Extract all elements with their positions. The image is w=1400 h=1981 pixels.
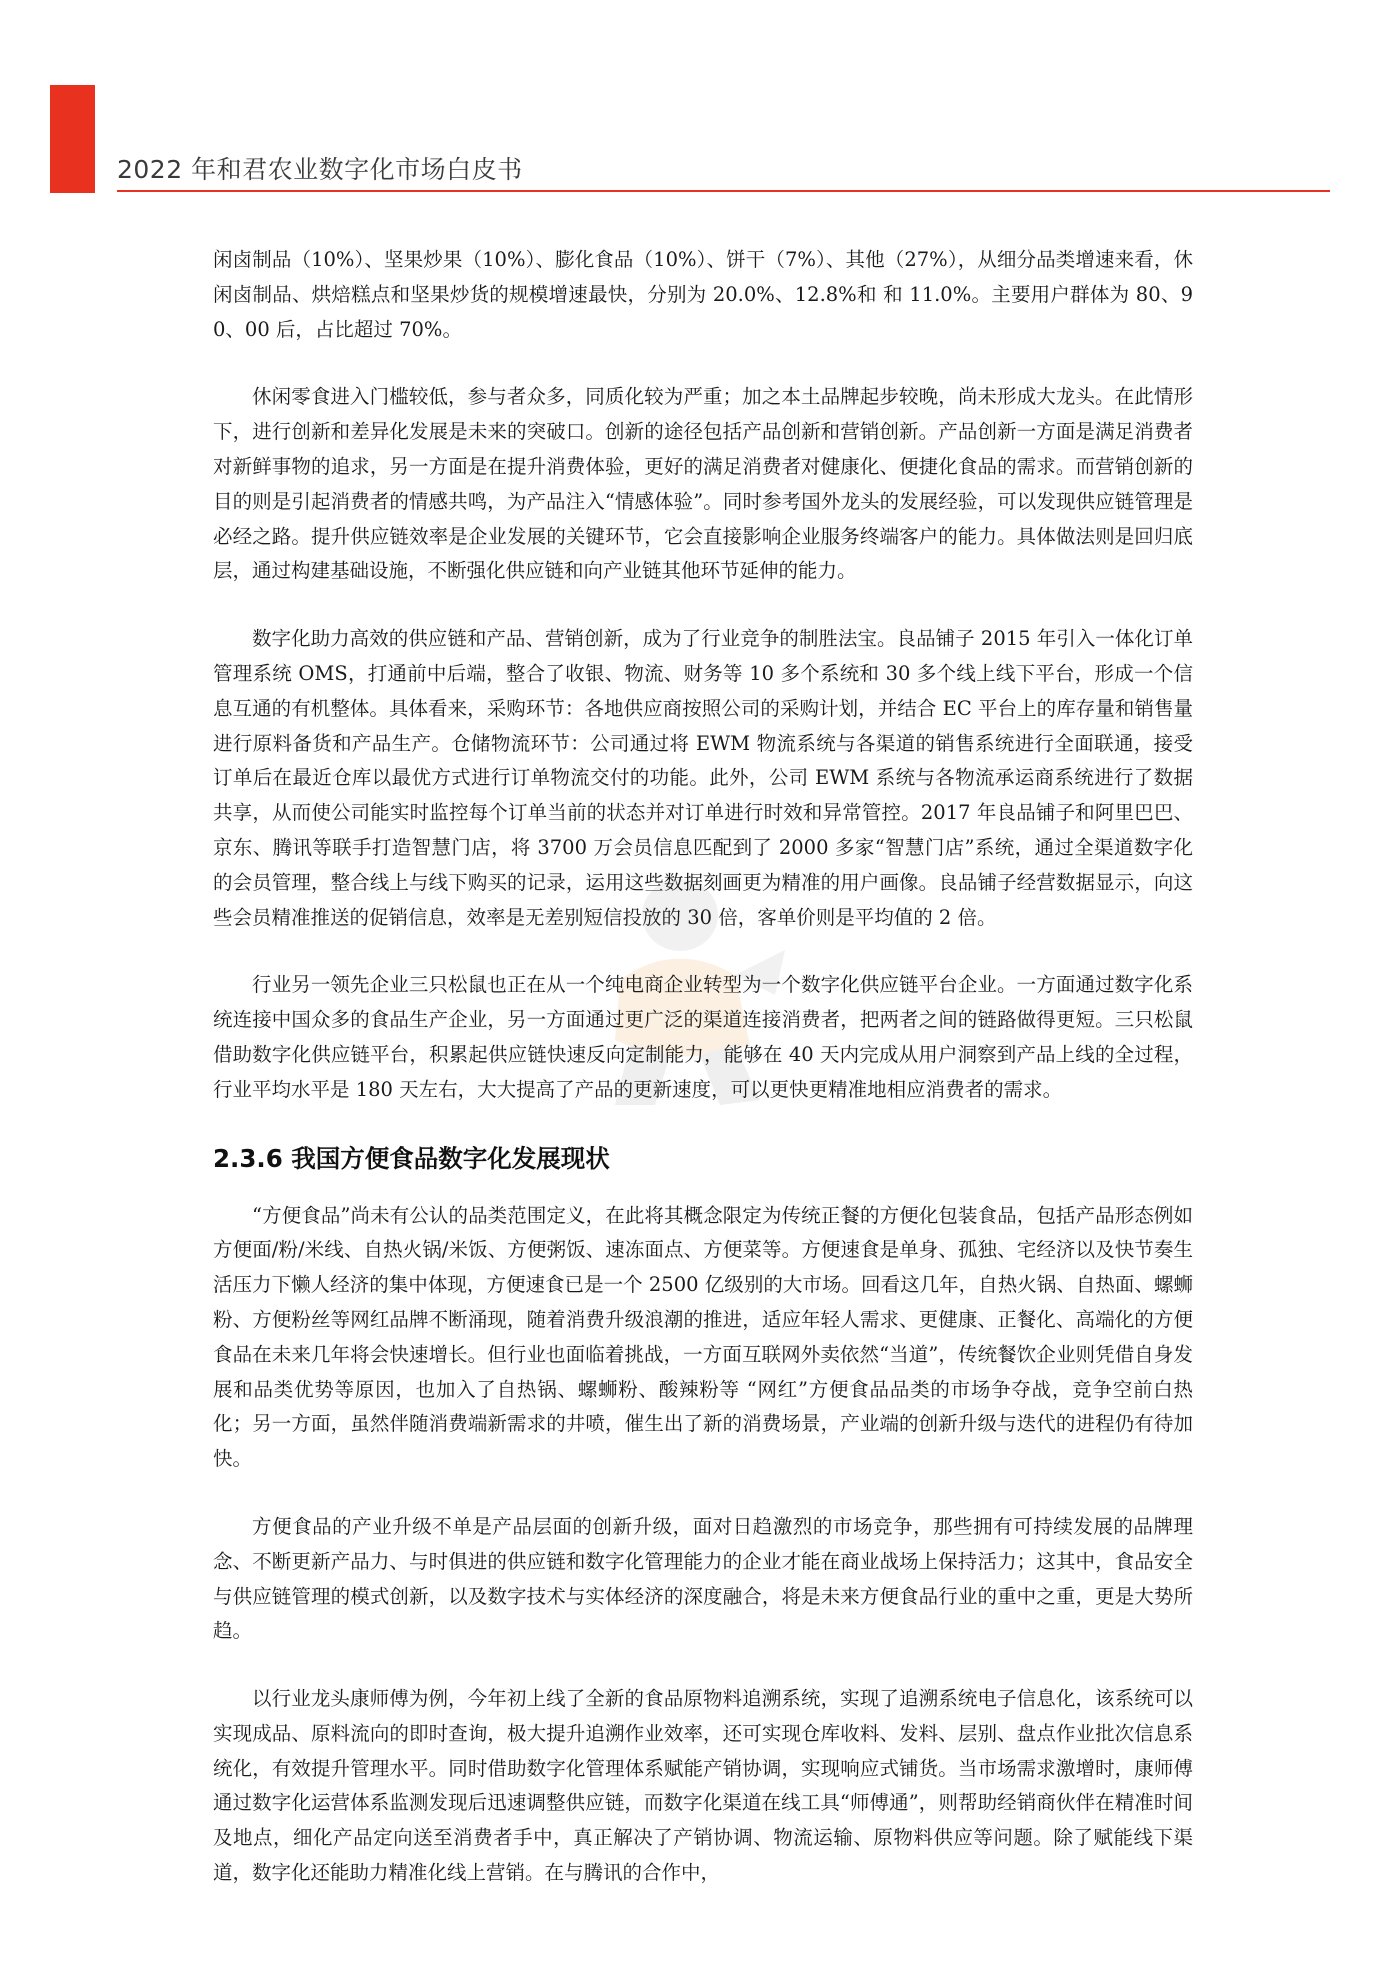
body-paragraph: “方便食品”尚未有公认的品类范围定义，在此将其概念限定为传统正餐的方便化包装食品，包括产品形态例如方便面/粉/米线、自热火锅/米饭、方便粥饭、速冻面点、方便菜等。方便速食是单身、孤独、宅经济以及快节奏生活压力下懒人经济的集中体现，方便速食已是一个 2500 亿级别的大市场。回看这几年，自热火锅、自热面、螺蛳粉、方便粉丝等网红品牌不断涌现，随着消费升级浪潮的推进，适应年轻人需求、更健康、正餐化、高端化的方便食品在未来几年将会快速增长。但行业也面临着挑战，一方面互联网外卖依然“当道”，传统餐饮企业则凭借自身发展和品类优势等原因，也加入了自热锅、螺蛳粉、酸辣粉等 “网红”方便食品品类的市场争夺战，竞争空前白热化；另一方面，虽然伴随消费端新需求的井喷，催生出了新的消费场景，产业端的创新升级与迭代的进程仍有待加快。	[213, 1203, 1193, 1471]
body-paragraph: 休闲零食进入门槛较低，参与者众多，同质化较为严重；加之本土品牌起步较晚，尚未形成大龙头。在此情形下，进行创新和差异化发展是未来的突破口。创新的途径包括产品创新和营销创新。产品创新一方面是满足消费者对新鲜事物的追求，另一方面是在提升消费体验，更好的满足消费者对健康化、便捷化食品的需求。而营销创新的目的则是引起消费者的情感共鸣，为产品注入“情感体验”。同时参考国外龙头的发展经验，可以发现供应链管理是必经之路。提升供应链效率是企业发展的关键环节，它会直接影响企业服务终端客户的能力。具体做法则是回归底层，通过构建基础设施，不断强化供应链和向产业链其他环节延伸的能力。	[213, 385, 1193, 583]
body-paragraph: 闲卤制品（10%）、坚果炒果（10%）、膨化食品（10%）、饼干（7%）、其他（27%），从细分品类增速来看，休闲卤制品、烘焙糕点和坚果炒货的规模增速最快，分别为 20.0%、12.8%和 和 11.0%。主要用户群体为 80、90、00 后，占比超过 70%。	[213, 248, 1193, 341]
body-paragraph: 以行业龙头康师傅为例，今年初上线了全新的食品原物料追溯系统，实现了追溯系统电子信息化，该系统可以实现成品、原料流向的即时查询，极大提升追溯作业效率，还可实现仓库收料、发料、层别、盘点作业批次信息系统化，有效提升管理水平。同时借助数字化管理体系赋能产销协调，实现响应式铺货。当市场需求激增时，康师傅通过数字化运营体系监测发现后迅速调整供应链，而数字化渠道在线工具“师傅通”，则帮助经销商伙伴在精准时间及地点，细化产品定向送至消费者手中，真正解决了产销协调、物流运输、原物料供应等问题。除了赋能线下渠道，数字化还能助力精准化线上营销。在与腾讯的合作中，	[213, 1687, 1193, 1885]
body-paragraph: 行业另一领先企业三只松鼠也正在从一个纯电商企业转型为一个数字化供应链平台企业。一方面通过数字化系统连接中国众多的食品生产企业，另一方面通过更广泛的渠道连接消费者，把两者之间的链路做得更短。三只松鼠借助数字化供应链平台，积累起供应链快速反向定制能力，能够在 40 天内完成从用户洞察到产品上线的全过程，行业平均水平是 180 天左右，大大提高了产品的更新速度，可以更快更精准地相应消费者的需求。	[213, 973, 1193, 1101]
body-paragraph: 数字化助力高效的供应链和产品、营销创新，成为了行业竞争的制胜法宝。良品铺子 2015 年引入一体化订单管理系统 OMS，打通前中后端，整合了收银、物流、财务等 10 多个系统和 30 多个线上线下平台，形成一个信息互通的有机整体。具体看来，采购环节：各地供应商按照公司的采购计划，并结合 EC 平台上的库存量和销售量进行原料备货和产品生产。仓储物流环节：公司通过将 EWM 物流系统与各渠道的销售系统进行全面联通，接受订单后在最近仓库以最优方式进行订单物流交付的功能。此外，公司 EWM 系统与各物流承运商系统进行了数据共享，从而使公司能实时监控每个订单当前的状态并对订单进行时效和异常管控。2017 年良品铺子和阿里巴巴、京东、腾讯等联手打造智慧门店，将 3700 万会员信息匹配到了 2000 多家“智慧门店”系统，通过全渠道数字化的会员管理，整合线上与线下购买的记录，运用这些数据刻画更为精准的用户画像。良品铺子经营数据显示，向这些会员精准推送的促销信息，效率是无差别短信投放的 30 倍，客单价则是平均值的 2 倍。	[213, 627, 1193, 929]
main-content	[213, 243, 1193, 1924]
header-divider	[117, 190, 1330, 192]
header-title: 2022 年和君农业数字化市场白皮书	[117, 155, 523, 184]
section-heading: 2.3.6 我国方便食品数字化发展现状	[213, 1143, 610, 1173]
body-paragraph: 方便食品的产业升级不单是产品层面的创新升级，面对日趋激烈的市场竞争，那些拥有可持续发展的品牌理念、不断更新产品力、与时俱进的供应链和数字化管理能力的企业才能在商业战场上保持活力；这其中，食品安全与供应链管理的模式创新，以及数字技术与实体经济的深度融合，将是未来方便食品行业的重中之重，更是大势所趋。	[213, 1514, 1193, 1643]
header-accent-block	[50, 85, 95, 193]
